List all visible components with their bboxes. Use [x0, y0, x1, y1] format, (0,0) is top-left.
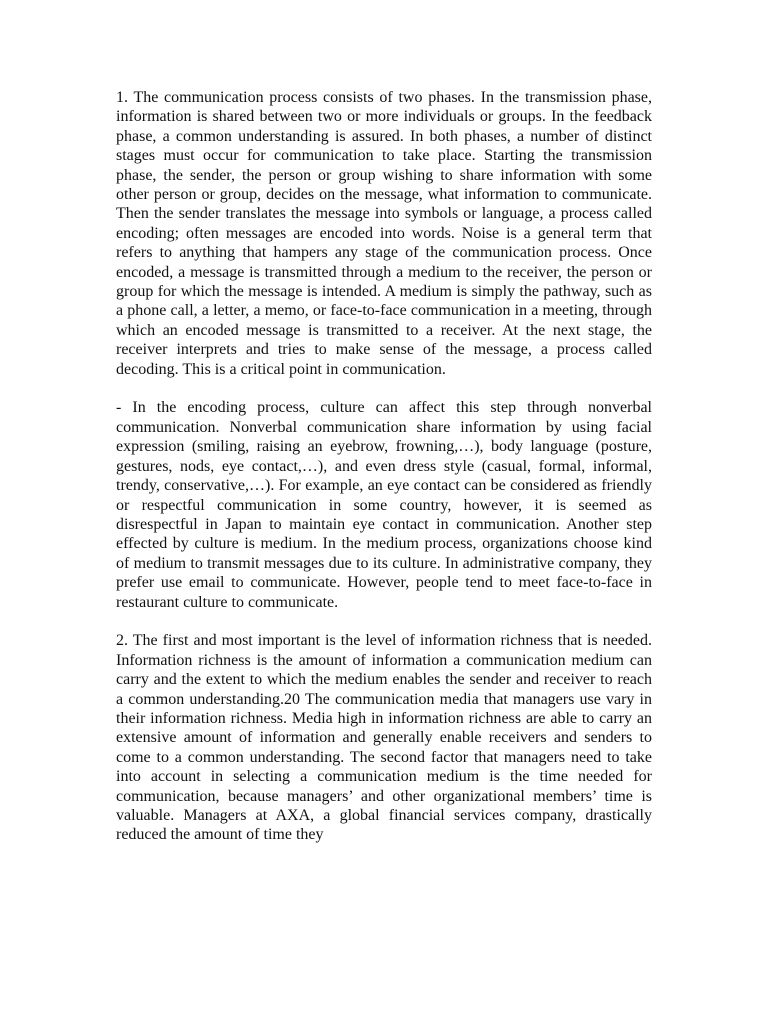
- paragraph-encoding-culture: - In the encoding process, culture can affect this step through nonverbal communication. Nonverbal communication share information by using facial expression (smiling, raising an eyebrow, frowning,…), body language (posture, gestures, nods, eye contact,…), and even dress style (casual, formal, informal, trendy, conservative,…). For example, an eye contact can be considered as friendly or respectful communication in some country, however, it is seemed as disrespectful in Japan to maintain eye contact in communication. Another step effected by culture is medium. In the medium process, organizations choose kind of medium to transmit messages due to its culture. In administrative company, they prefer use email to communicate. However, people tend to meet face-to-face in restaurant culture to communicate.: [116, 399, 652, 611]
- document-page: [116, 88, 652, 845]
- paragraph-communication-process: 1. The communication process consists of two phases. In the transmission phase, information is shared between two or more individuals or groups. In the feedback phase, a common understanding is assured. In both phases, a number of distinct stages must occur for communication to take place. Starting the transmission phase, the sender, the person or group wishing to share information with some other person or group, decides on the message, what information to communicate. Then the sender translates the message into symbols or language, a process called encoding; often messages are encoded into words. Noise is a general term that refers to anything that hampers any stage of the communication process. Once encoded, a message is transmitted through a medium to the receiver, the person or group for which the message is intended. A medium is simply the pathway, such as a phone call, a letter, a memo, or face-to-face communication in a meeting, through which an encoded message is transmitted to a receiver. At the next stage, the receiver interprets and tries to make sense of the message, a process called decoding. This is a critical point in communication.: [116, 89, 652, 378]
- paragraph-information-richness: 2. The first and most important is the level of information richness that is needed. Information richness is the amount of information a communication medium can carry and the extent to which the medium enables the sender and receiver to reach a common understanding.20 The communication media that managers use vary in their information richness. Media high in information richness are able to carry an extensive amount of information and generally enable receivers and senders to come to a common understanding. The second factor that managers need to take into account in selecting a communication medium is the time needed for communication, because managers’ and other organizational members’ time is valuable. Managers at AXA, a global financial services company, drastically reduced the amount of time they: [116, 632, 652, 844]
